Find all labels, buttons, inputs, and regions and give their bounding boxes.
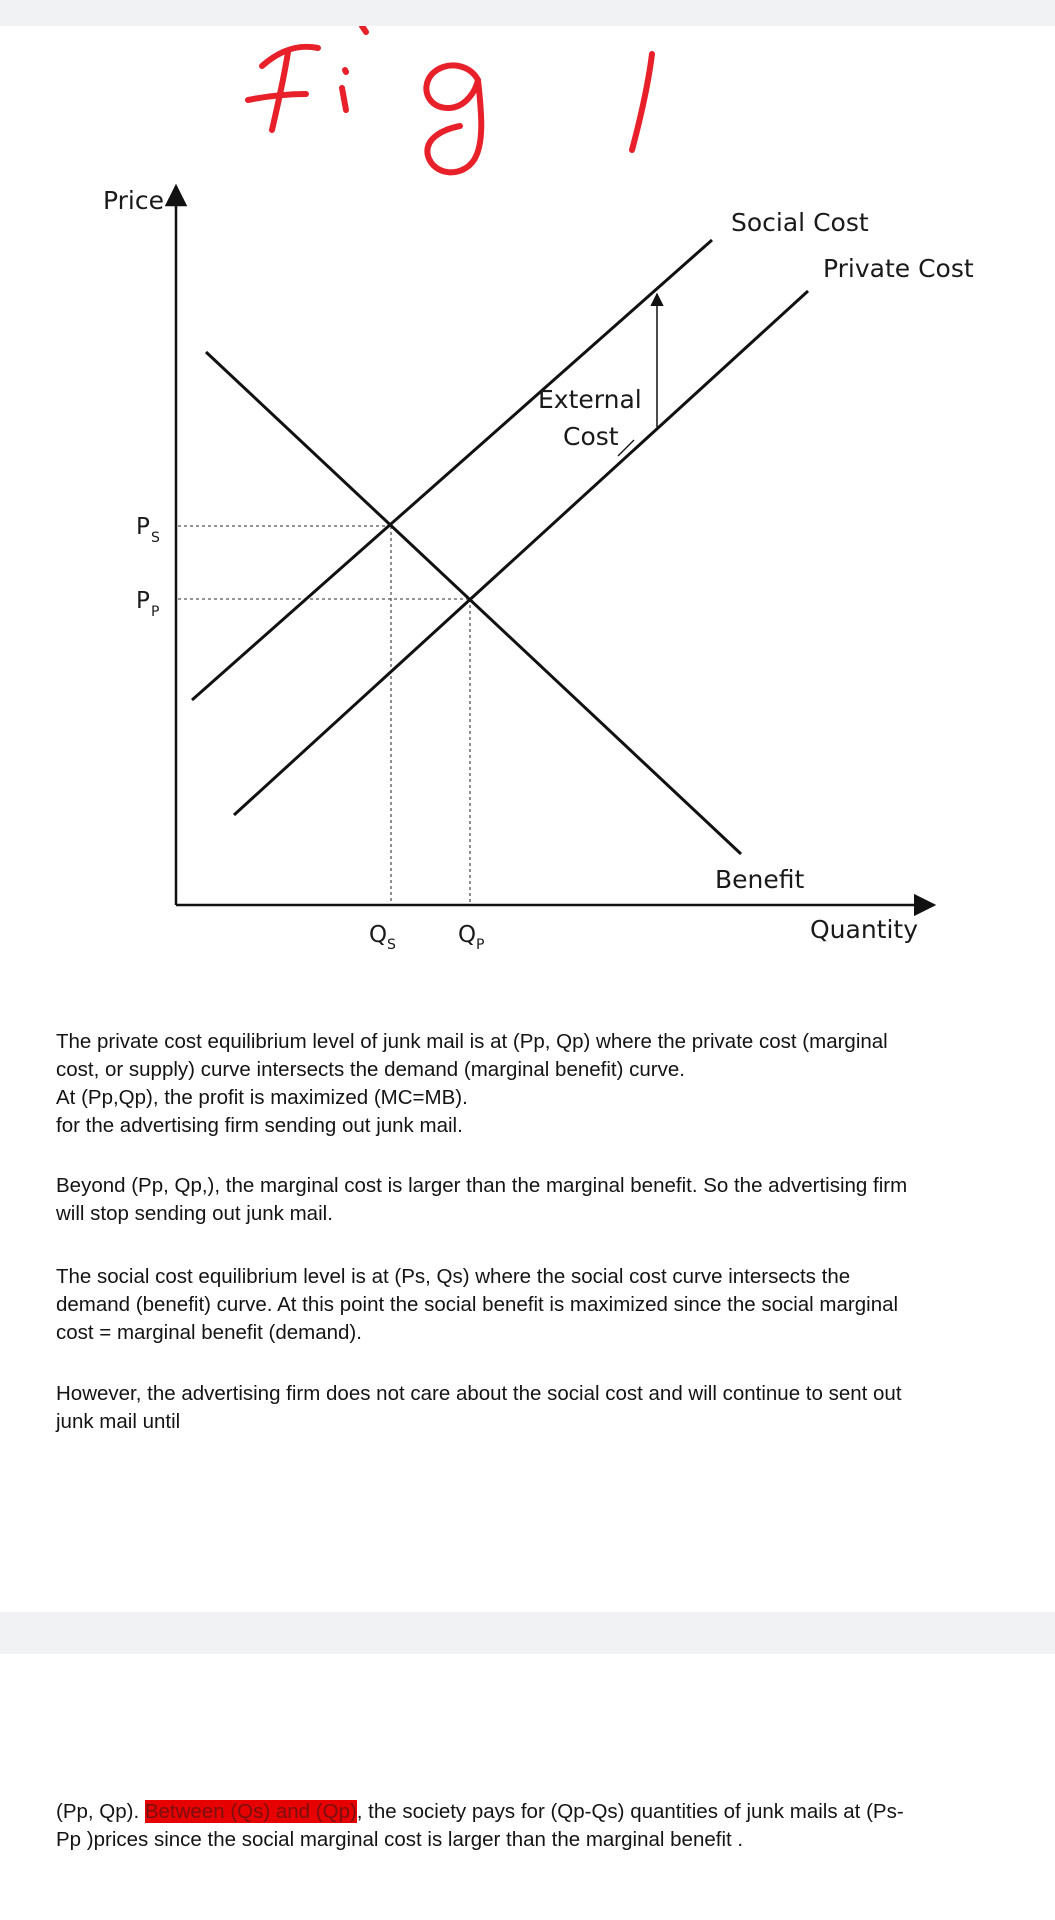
paragraph-conclusion: (Pp, Qp). Between (Qs) and (Qp), the society pays for (Qp-Qs) quantities of junk mails at (Ps- Pp )prices since the social marginal cost is larger than the marginal benefit . <box>56 1800 904 1851</box>
private-cost-curve <box>234 291 808 815</box>
price-axis-label: Price <box>103 186 164 215</box>
svg-text:S: S <box>151 530 160 546</box>
quantity-axis-label: Quantity <box>810 915 919 944</box>
svg-text:P: P <box>151 604 160 620</box>
paragraph-social-equilibrium: The social cost equilibrium level is at (Ps, Qs) where the social cost curve intersects the demand (benefit) curve. At this point the social benefit is maximized since the social marginal cost = marginal benefit (demand). <box>56 1265 899 1344</box>
document-page-2 <box>0 1654 1055 1920</box>
externality-diagram <box>0 26 1055 1006</box>
svg-text:P: P <box>136 514 150 540</box>
svg-text:Q: Q <box>369 922 388 948</box>
benefit-label: Benefit <box>715 865 805 894</box>
paragraph-firm-behavior: However, the advertising firm does not care about the social cost and will continue to sent out junk mail until <box>56 1382 902 1433</box>
svg-text:S: S <box>387 937 396 953</box>
document-page-1 <box>0 26 1055 1612</box>
tick-pp <box>136 588 159 620</box>
svg-text:P: P <box>476 937 485 953</box>
private-cost-label: Private Cost <box>823 254 974 283</box>
paragraph-beyond-equilibrium: Beyond (Pp, Qp,), the marginal cost is larger than the marginal benefit. So the advertising firm will stop sending out junk mail. <box>56 1174 908 1225</box>
handwritten-fig-1 <box>248 26 652 172</box>
svg-text:P: P <box>136 588 150 614</box>
paragraph-private-equilibrium: The private cost equilibrium level of junk mail is at (Pp, Qp) where the private cost (marginal cost, or supply) curve intersects the demand (marginal benefit) curve. At (Pp,Qp), the profit is maximized (MC=MB). for the advertising firm sending out junk mail. <box>56 1030 888 1137</box>
tick-qs <box>369 922 396 953</box>
social-cost-curve <box>192 240 712 700</box>
tick-ps <box>136 514 160 546</box>
social-cost-label: Social Cost <box>731 208 869 237</box>
external-cost-label: External <box>538 385 642 414</box>
external-cost-label-2: Cost <box>563 422 619 451</box>
svg-text:Q: Q <box>458 922 477 948</box>
tick-qp <box>458 922 484 953</box>
highlighted-text: Between (Qs) and (Qp) <box>144 1800 357 1823</box>
